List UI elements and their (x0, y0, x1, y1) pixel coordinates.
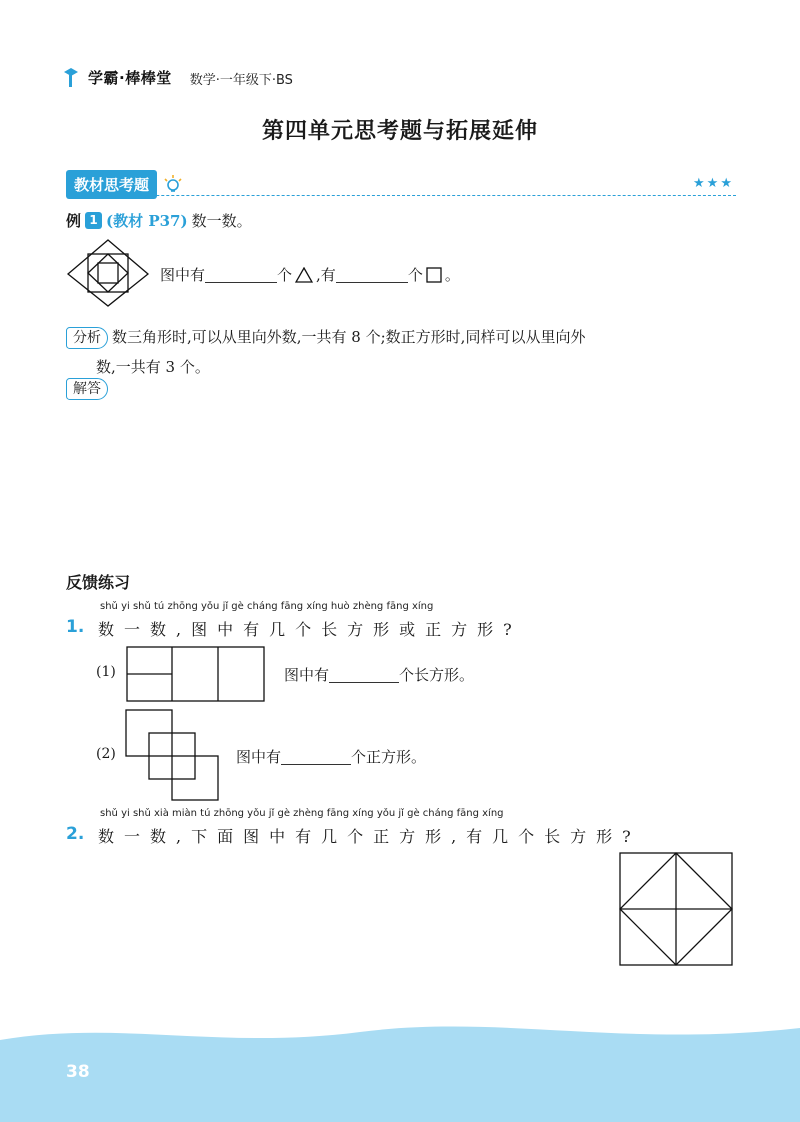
difficulty-stars: ★★★ (693, 176, 734, 191)
analysis-text-line2: 数,一共有 3 个。 (96, 358, 210, 376)
example-prompt: 数一数。 (191, 212, 252, 230)
nested-squares-figure (66, 238, 150, 308)
overlapping-squares-figure (124, 708, 220, 802)
example-label: 例 (66, 212, 82, 230)
q1-sub1-question (284, 664, 474, 685)
question-text: 图中有 (236, 748, 282, 766)
book-subtitle: 数学·一年级下·BS (189, 73, 293, 88)
q1-text: 数一数,图中有几个长方形或正方形? (98, 620, 522, 639)
brand-name: 学霸·棒棒堂 (88, 69, 172, 87)
analysis-tag: 分析 (66, 327, 108, 349)
square-diamond-figure (618, 851, 734, 967)
page-number: 38 (66, 1062, 90, 1082)
punctuation: 。 (444, 266, 460, 284)
q2-pinyin: shǔ yi shǔ xià miàn tú zhōng yǒu jǐ gè zhèng fāng xíng yǒu jǐ gè cháng fāng xíng (100, 808, 504, 819)
page-title: 第四单元思考题与拓展延伸 (261, 119, 538, 144)
question-text: ,有 (316, 266, 336, 284)
answer-section (66, 378, 112, 400)
unit-text: 个 (277, 266, 293, 284)
question-text: 图中有 (160, 266, 206, 284)
q1-sub2-question (236, 746, 426, 767)
unit-text: 个 (407, 266, 423, 284)
section-divider (66, 195, 736, 196)
question-text: 图中有 (284, 666, 330, 684)
q2-number: 2. (66, 824, 85, 844)
feedback-title: 反馈练习 (66, 573, 131, 592)
triangle-icon (295, 267, 313, 283)
q2-text: 数一数,下面图中有几个正方形,有几个长方形? (98, 827, 641, 846)
answer-tag: 解答 (66, 378, 108, 400)
unit-text: 个正方形。 (351, 748, 427, 766)
textbook-ref: (教材 P37) (106, 212, 188, 230)
graduation-cap-icon (62, 66, 78, 88)
header-brand (62, 66, 293, 88)
lightbulb-icon (161, 173, 185, 197)
section-badge: 教材思考题 (66, 170, 157, 199)
answer-blank-triangles[interactable] (205, 267, 277, 283)
footer-wave (0, 1010, 800, 1122)
square-icon (426, 267, 442, 283)
q1-pinyin: shǔ yi shǔ tú zhōng yǒu jǐ gè cháng fāng xíng huò zhèng fāng xíng (100, 601, 434, 612)
answer-blank-rectangles[interactable] (329, 667, 399, 683)
example-number: 1 (85, 212, 102, 229)
unit-text: 个长方形。 (399, 666, 475, 684)
q1-number: 1. (66, 617, 85, 637)
q1-sub2-label: (2) (96, 746, 116, 762)
analysis-block (66, 322, 746, 382)
rectangles-figure (126, 646, 266, 702)
example-question (160, 264, 460, 285)
q1-sub1-label: (1) (96, 664, 116, 680)
example-heading (66, 210, 252, 231)
answer-blank-squares[interactable] (336, 267, 408, 283)
analysis-text-line1: 数三角形时,可以从里向外数,一共有 8 个;数正方形时,同样可以从里向外 (112, 328, 586, 346)
answer-area[interactable] (66, 404, 736, 554)
answer-blank-squares-q1[interactable] (281, 749, 351, 765)
